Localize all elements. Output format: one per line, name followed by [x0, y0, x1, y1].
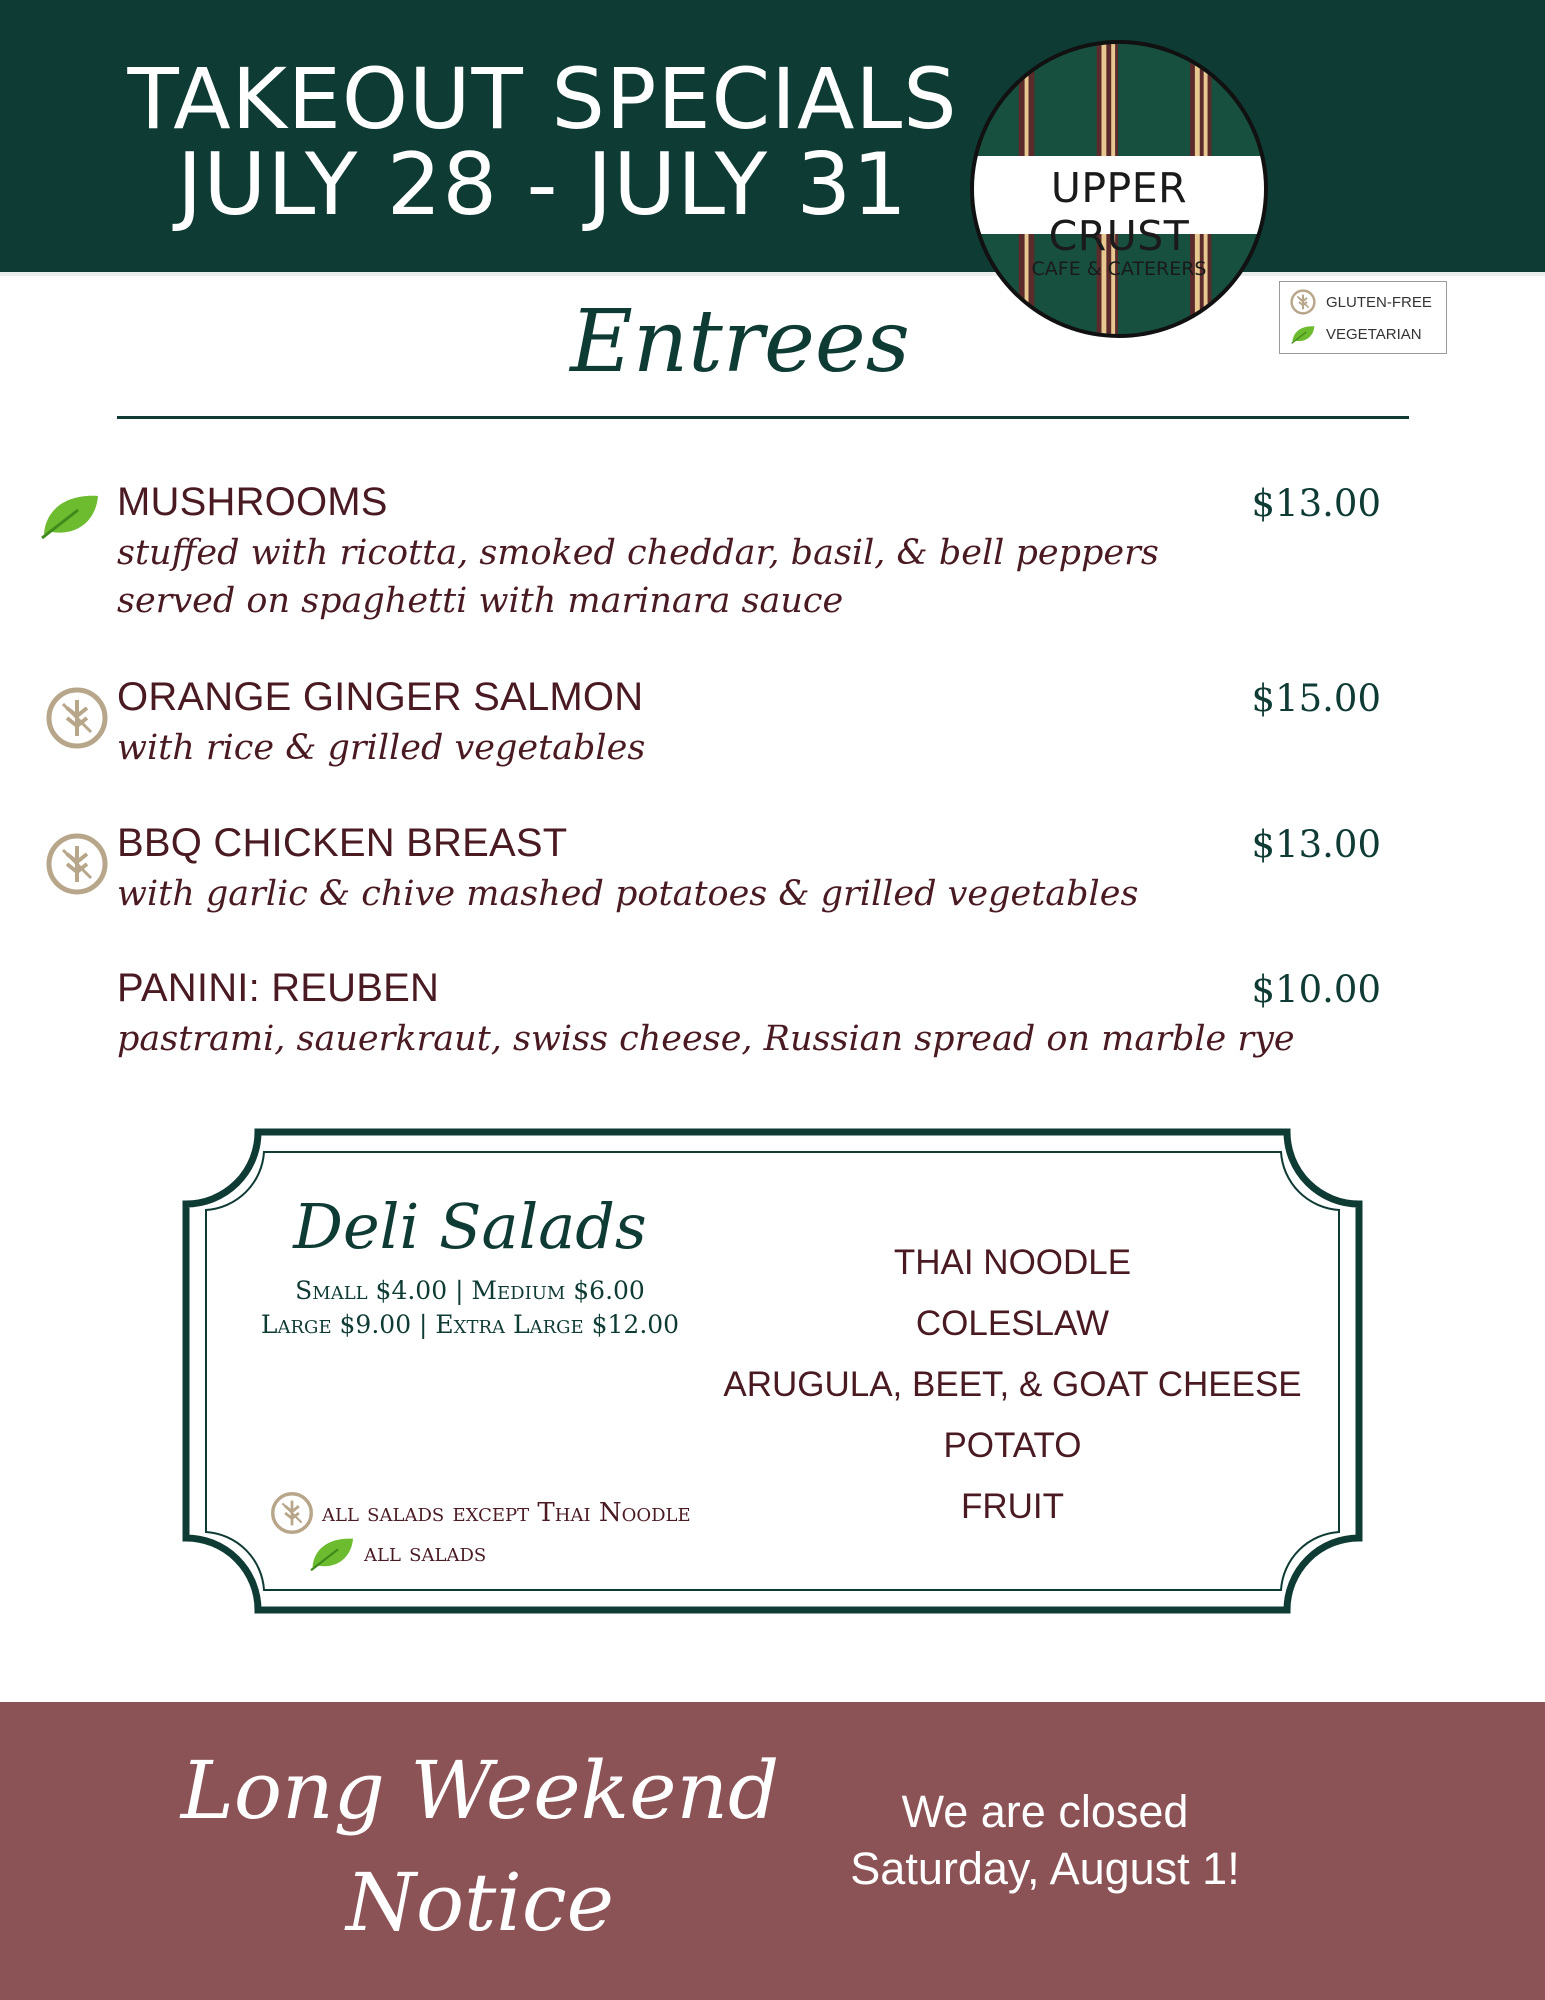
- closure-notice-line2: Saturday, August 1!: [850, 1843, 1240, 1894]
- salads-heading: Deli Salads: [293, 1190, 647, 1263]
- entree-item: [117, 821, 1417, 918]
- logo-brand-name: UPPER CRUST: [1048, 164, 1190, 260]
- legend-gluten-free-label: GLUTEN-FREE: [1326, 293, 1432, 311]
- wheat-icon: [45, 832, 109, 896]
- salads-list: [700, 1240, 1325, 1545]
- salad-item: COLESLAW: [915, 1304, 1110, 1343]
- footer-title-line1: Long Weekend: [180, 1744, 780, 1837]
- entree-name: ORANGE GINGER SALMON: [117, 675, 644, 719]
- footer-title: [160, 1735, 800, 1959]
- leaf-icon: [308, 1534, 356, 1572]
- entree-name: PANINI: REUBEN: [117, 966, 440, 1010]
- closure-notice-line1: We are closed: [901, 1786, 1189, 1837]
- entree-name: BBQ CHICKEN BREAST: [117, 821, 568, 865]
- page-title-line2: JULY 28 - JULY 31: [177, 135, 908, 235]
- wheat-icon: [270, 1491, 314, 1535]
- entree-item: [117, 675, 1417, 772]
- salads-note-vegetarian: [308, 1533, 486, 1573]
- leaf-icon: [38, 490, 102, 540]
- salads-prices: Small $4.00 | Medium $6.00: [295, 1276, 645, 1305]
- salad-item: POTATO: [943, 1426, 1082, 1465]
- entree-description: stuffed with ricotta, smoked cheddar, basil, & bell peppers: [117, 533, 1159, 573]
- salads-prices: Large $9.00 | Extra Large $12.00: [260, 1310, 680, 1339]
- entree-price: $13.00: [1251, 823, 1381, 866]
- logo-band: [974, 156, 1264, 280]
- header-divider: [0, 272, 1545, 276]
- entree-description: with rice & grilled vegetables: [117, 728, 646, 768]
- entrees-heading: Entrees: [570, 292, 910, 392]
- page-title-line1: TAKEOUT SPECIALS: [127, 50, 958, 148]
- footer-title-line2: Notice: [345, 1856, 615, 1949]
- entree-price: $10.00: [1251, 968, 1381, 1011]
- salad-item: FRUIT: [960, 1487, 1065, 1526]
- closure-notice: [820, 1783, 1270, 1897]
- entree-description: served on spaghetti with marinara sauce: [117, 581, 844, 621]
- salads-note-gluten-free: [270, 1493, 691, 1533]
- logo-subtitle: CAFE & CATERERS: [1031, 258, 1207, 280]
- entree-name: MUSHROOMS: [117, 480, 388, 524]
- salads-note-text: all salads except Thai Noodle: [322, 1498, 691, 1528]
- entree-item: [117, 480, 1417, 625]
- wheat-icon: [45, 686, 109, 750]
- legend-vegetarian-label: VEGETARIAN: [1326, 325, 1422, 343]
- entree-description: pastrami, sauerkraut, swiss cheese, Russian spread on marble rye: [117, 1019, 1295, 1059]
- entree-price: $13.00: [1251, 482, 1381, 525]
- salads-note-text: all salads: [364, 1538, 487, 1568]
- salad-item: ARUGULA, BEET, & GOAT CHEESE: [723, 1365, 1302, 1404]
- entree-item: [117, 966, 1417, 1063]
- salad-item: THAI NOODLE: [893, 1243, 1132, 1282]
- entrees-divider: [117, 416, 1409, 419]
- entree-description: with garlic & chive mashed potatoes & grilled vegetables: [117, 874, 1139, 914]
- entree-price: $15.00: [1251, 677, 1381, 720]
